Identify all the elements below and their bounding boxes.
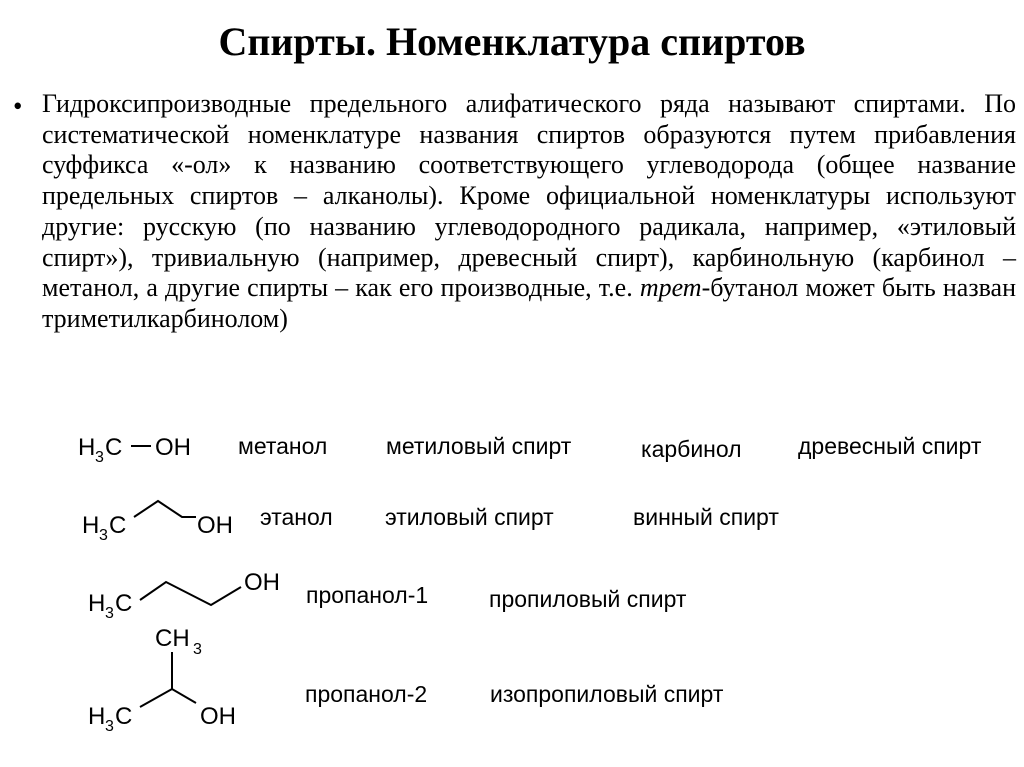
ethanol-name-trivial: винный спирт bbox=[633, 504, 779, 530]
methanol-name-trivial: древесный спирт bbox=[798, 433, 982, 459]
ethanol-h: H bbox=[82, 512, 100, 539]
propanol2-sub3: 3 bbox=[105, 718, 114, 735]
propanol2-name-systematic: пропанол-2 bbox=[305, 681, 428, 707]
propanol1-sub3: 3 bbox=[105, 605, 114, 622]
methanol-sub3: 3 bbox=[95, 449, 104, 466]
propanol1-oh: OH bbox=[244, 569, 280, 596]
propanol1-name-systematic: пропанол-1 bbox=[306, 582, 429, 608]
propanol2-ch: CH bbox=[155, 625, 190, 652]
methanol-formula bbox=[78, 434, 191, 466]
ethanol-formula bbox=[82, 501, 233, 544]
propanol2-bonds bbox=[140, 689, 196, 707]
ethanol-name-russian: этиловый спирт bbox=[385, 504, 554, 530]
methanol-name-russian: метиловый спирт bbox=[386, 433, 572, 459]
ethanol-oh: OH bbox=[197, 512, 233, 539]
methanol-oh: OH bbox=[155, 434, 191, 461]
propanol1-c: C bbox=[115, 590, 133, 617]
ethanol-name-systematic: этанол bbox=[260, 504, 333, 530]
ethanol-c: C bbox=[109, 512, 127, 539]
ethanol-bonds bbox=[134, 501, 196, 517]
propanol1-h: H bbox=[88, 590, 106, 617]
propanol2-formula bbox=[88, 625, 236, 735]
propanol1-formula bbox=[88, 569, 280, 622]
propanol2-oh: OH bbox=[200, 703, 236, 730]
propanol2-c: C bbox=[115, 703, 133, 730]
propanol1-bonds bbox=[140, 582, 241, 605]
ethanol-sub3: 3 bbox=[99, 527, 108, 544]
propanol1-name-russian: пропиловый спирт bbox=[489, 586, 687, 612]
methanol-name-systematic: метанол bbox=[238, 433, 328, 459]
methanol-c: C bbox=[105, 434, 123, 461]
paragraph-part-2: -бутанол может быть назван триметилкарбинолом) bbox=[42, 273, 1016, 333]
bullet-dot: • bbox=[13, 91, 23, 121]
methanol-h: H bbox=[78, 434, 96, 461]
propanol2-h: H bbox=[88, 703, 106, 730]
paragraph-italic-tert: трет bbox=[639, 273, 702, 303]
slide-title: Спирты. Номенклатура спиртов bbox=[218, 19, 806, 64]
paragraph-part-1: Гидроксипроизводные предельного алифатического ряда называют спиртами. По систематической номенклатуре названия спиртов образуются путем прибавления суффикса «-ол» к названию соответствующего углеводорода (общее название предельных спиртов – алканолы). Кроме официальной номенклатуры используют другие: русскую (по названию углеводородного радикала, например, «этиловый спирт»), тривиальную (например, древесный спирт), карбинольную (карбинол – метанол, а другие спирты – как его производные, т.е. bbox=[42, 89, 1016, 303]
propanol2-name-russian: изопропиловый спирт bbox=[490, 681, 724, 707]
methanol-name-carbinol: карбинол bbox=[641, 436, 742, 462]
propanol2-ch-sub3: 3 bbox=[193, 641, 202, 658]
